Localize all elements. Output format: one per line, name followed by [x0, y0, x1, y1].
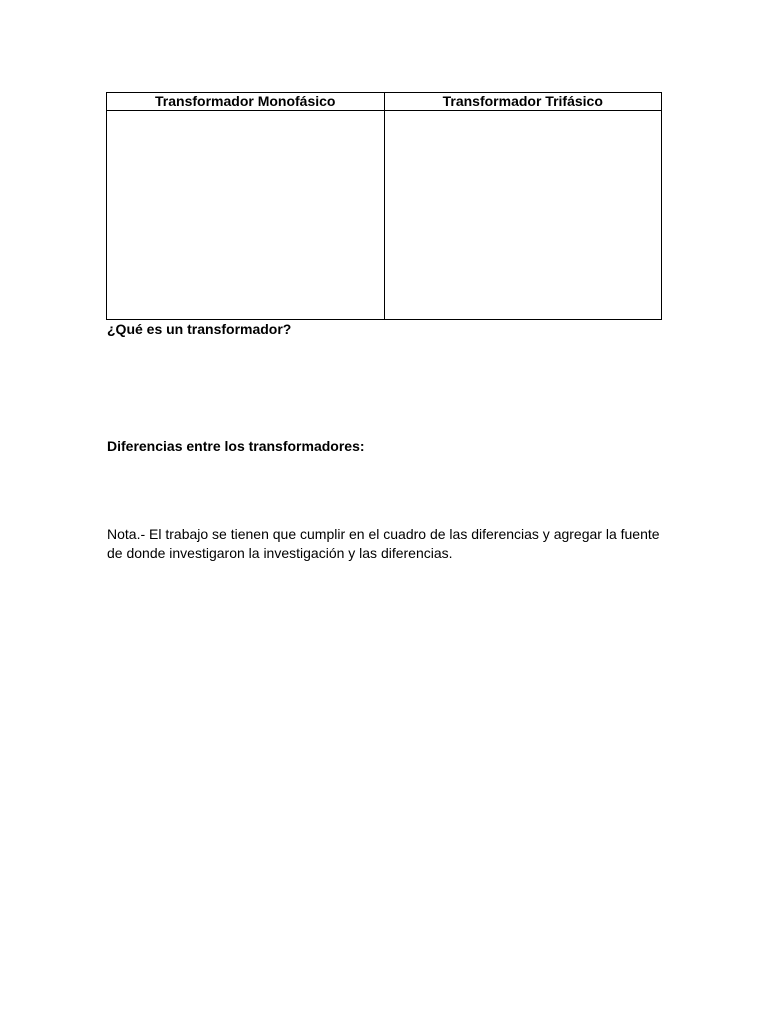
cell-trifasico[interactable] [384, 111, 662, 320]
question-what-is-transformer: ¿Qué es un transformador? [107, 321, 292, 337]
table-header-row [107, 93, 662, 111]
table-row [107, 111, 662, 320]
note-paragraph: Nota.- El trabajo se tienen que cumplir en el cuadro de las diferencias y agregar la fuente de donde investigaron la investigación y las diferencias. [107, 526, 660, 561]
cell-monofasico[interactable] [107, 111, 385, 320]
header-monofasico: Transformador Monofásico [107, 93, 385, 111]
heading-differences: Diferencias entre los transformadores: [107, 438, 365, 454]
header-trifasico: Transformador Trifásico [384, 93, 662, 111]
comparison-table [106, 92, 662, 320]
